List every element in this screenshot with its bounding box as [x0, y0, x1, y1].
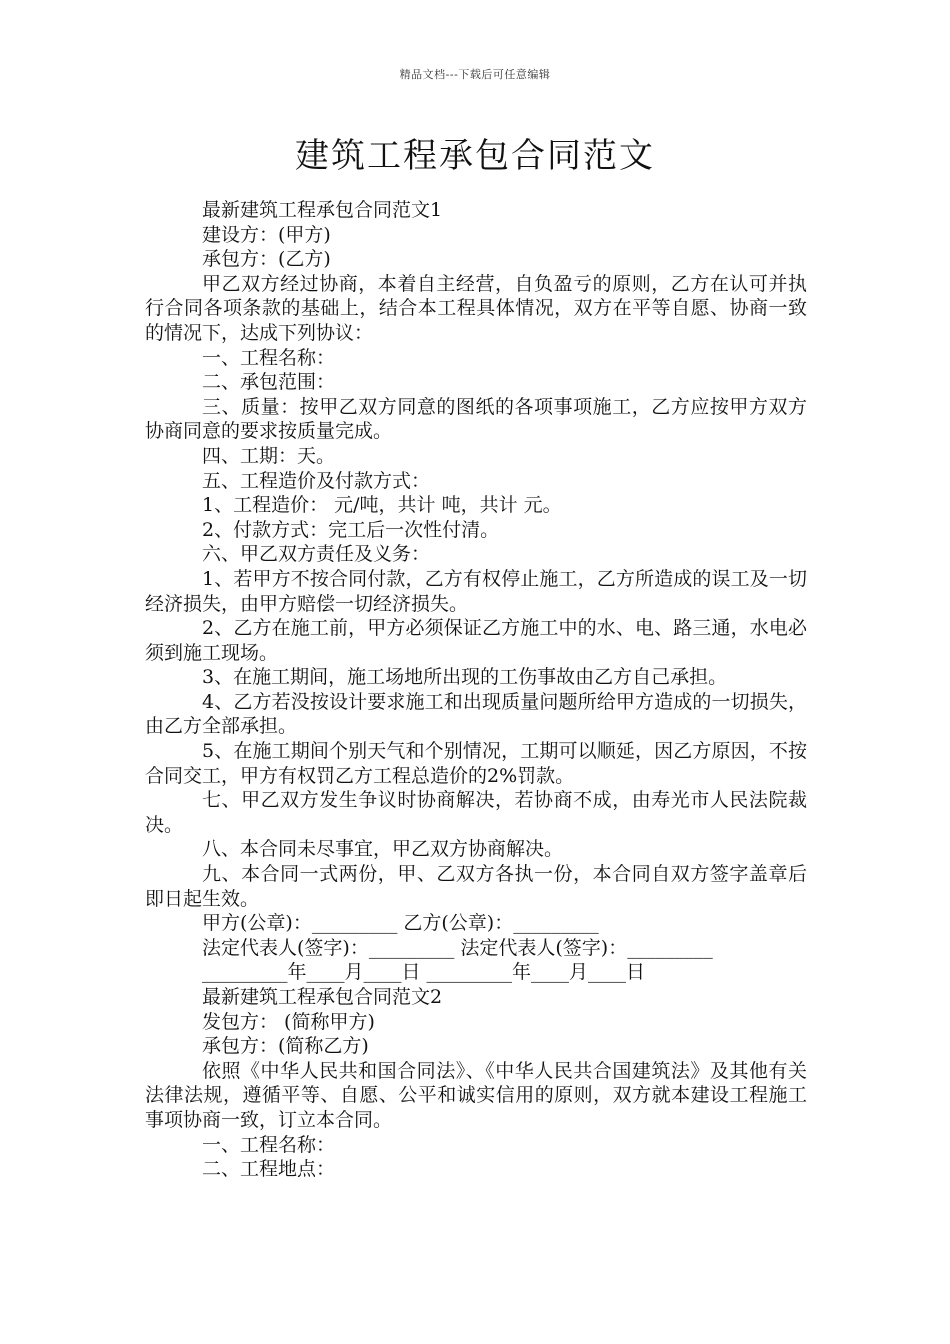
clause-paragraph: 八、本合同未尽事宜，甲乙双方协商解决。 [202, 838, 564, 861]
clause-paragraph: 二、工程地点： [202, 1158, 336, 1181]
section-heading: 最新建筑工程承包合同范文2 [202, 986, 443, 1008]
clause-paragraph: 七、甲乙双方发生争议时协商解决，若协商不成，由寿光市人民法院裁决。 [145, 789, 807, 836]
clause-paragraph: 5、在施工期间个别天气和个别情况，工期可以顺延，因乙方原因，不按合同交工，甲方有权罚乙方工程总造价的2%罚款。 [145, 740, 807, 787]
date-line: _________年____月____日 _________年____月____日 [202, 961, 646, 984]
party-a-line: 发包方： (简称甲方) [202, 1010, 375, 1033]
clause-paragraph: 3、在施工期间，施工场地所出现的工伤事故由乙方自己承担。 [202, 666, 728, 689]
clause-paragraph: 2、乙方在施工前，甲方必须保证乙方施工中的水、电、路三通，水电必须到施工现场。 [145, 617, 807, 664]
preamble-paragraph: 依照《中华人民共和国合同法》、《中华人民共合国建筑法》及其他有关法律法规，遵循平等、自愿、公平和诚实信用的原则，双方就本建设工程施工事项协商一致，订立本合同。 [145, 1059, 807, 1131]
clause-paragraph: 一、工程名称： [202, 346, 336, 369]
preamble-paragraph: 甲乙双方经过协商，本着自主经营，自负盈亏的原则，乙方在认可并执行合同各项条款的基础上，结合本工程具体情况，双方在平等自愿、协商一致的情况下，达成下列协议： [145, 272, 807, 344]
section-heading: 最新建筑工程承包合同范文1 [202, 199, 443, 221]
clause-paragraph: 2、付款方式：完工后一次性付清。 [202, 518, 500, 541]
clause-paragraph: 三、质量：按甲乙双方同意的图纸的各项事项施工，乙方应按甲方双方协商同意的要求按质量完成。 [145, 395, 807, 443]
seal-line: 甲方(公章)：_________ 乙方(公章)：_________ [202, 912, 599, 935]
clause-paragraph: 一、工程名称： [202, 1133, 336, 1156]
clause-paragraph: 4、乙方若没按设计要求施工和出现质量问题所给甲方造成的一切损失，由乙方全部承担。 [145, 690, 807, 738]
clause-paragraph: 1、若甲方不按合同付款，乙方有权停止施工，乙方所造成的误工及一切经济损失，由甲方赔偿一切经济损失。 [145, 567, 807, 615]
party-b-line: 承包方：(乙方) [202, 248, 331, 271]
clause-paragraph: 四、工期：天。 [202, 444, 336, 467]
party-b-line: 承包方：(简称乙方) [202, 1035, 369, 1058]
clause-paragraph: 九、本合同一式两份，甲、乙双方各执一份，本合同自双方签字盖章后即日起生效。 [145, 863, 807, 910]
clause-paragraph: 六、甲乙双方责任及义务： [202, 543, 431, 566]
clause-paragraph: 五、工程造价及付款方式： [202, 469, 431, 492]
document-title: 建筑工程承包合同范文 [295, 136, 655, 176]
page-header: 精品文档---下载后可任意编辑 [399, 68, 551, 81]
clause-paragraph: 1、工程造价： 元/吨，共计 吨，共计 元。 [202, 494, 562, 517]
clause-paragraph: 二、承包范围： [202, 371, 336, 394]
party-a-line: 建设方：(甲方) [202, 223, 331, 246]
document-body [145, 198, 807, 1182]
signature-line: 法定代表人(签字)：_________ 法定代表人(签字)：_________ [202, 936, 713, 959]
